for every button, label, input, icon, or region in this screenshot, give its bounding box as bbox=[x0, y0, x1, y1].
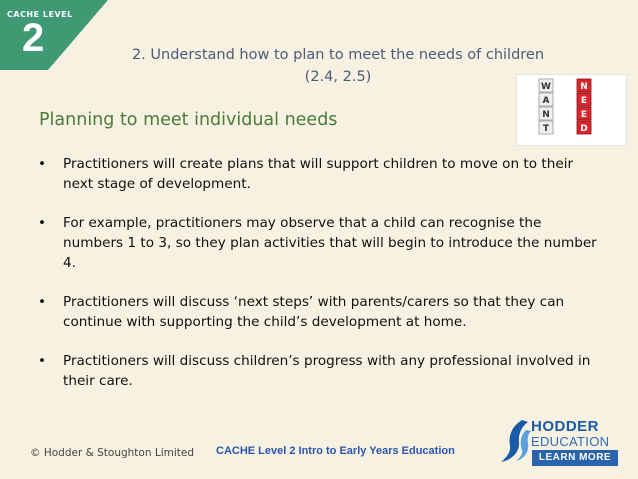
bullet-item bbox=[38, 213, 598, 273]
bullet-symbol: • bbox=[38, 215, 47, 231]
bullet-symbol: • bbox=[38, 156, 47, 172]
bullet-item bbox=[38, 351, 598, 391]
badge-number: 2 bbox=[22, 16, 45, 60]
letter-block-text: A bbox=[542, 96, 550, 106]
hodder-brand-name: HODDER bbox=[531, 418, 600, 435]
letter-block-text: E bbox=[580, 110, 588, 120]
bullet-list bbox=[38, 154, 598, 410]
bullet-symbol: • bbox=[38, 294, 47, 310]
hodder-brand-sub: EDUCATION bbox=[531, 434, 610, 449]
page-title-line2: (2.4, 2.5) bbox=[304, 69, 372, 85]
section-subtitle: Planning to meet individual needs bbox=[39, 110, 338, 130]
bullet-text: Practitioners will create plans that will support children to move on to their next stage of development. bbox=[63, 156, 574, 192]
letter-block-text: W bbox=[541, 82, 551, 92]
letter-block-text: N bbox=[542, 110, 550, 120]
bullet-text: Practitioners will discuss ‘next steps’ with parents/carers so that they can continue with supporting the child’s development at home. bbox=[63, 294, 565, 330]
letter-block-text: T bbox=[542, 124, 550, 134]
letter-block-text: D bbox=[580, 124, 588, 134]
copyright-text: © Hodder & Stoughton Limited bbox=[30, 447, 194, 459]
badge-label: CACHE LEVEL bbox=[7, 10, 73, 19]
want-need-blocks-illustration bbox=[517, 75, 626, 145]
course-title: CACHE Level 2 Intro to Early Years Education bbox=[216, 445, 455, 457]
bullet-text: For example, practitioners may observe that a child can recognise the numbers 1 to 3, so they plan activities that will begin to introduce the number 4. bbox=[63, 215, 597, 271]
hodder-swoosh-icon bbox=[498, 416, 534, 466]
page-title bbox=[108, 44, 568, 88]
learn-more-button[interactable]: LEARN MORE bbox=[532, 450, 618, 466]
hodder-education-logo[interactable] bbox=[494, 414, 628, 470]
letter-block-text: E bbox=[580, 96, 588, 106]
letter-block-text: N bbox=[580, 82, 588, 92]
bullet-item bbox=[38, 154, 598, 194]
cache-level-badge bbox=[0, 0, 108, 70]
bullet-item bbox=[38, 292, 598, 332]
bullet-symbol: • bbox=[38, 353, 47, 369]
want-need-image bbox=[516, 74, 627, 146]
bullet-text: Practitioners will discuss children’s progress with any professional involved in their care. bbox=[63, 353, 591, 389]
page-title-line1: 2. Understand how to plan to meet the needs of children bbox=[131, 47, 545, 63]
